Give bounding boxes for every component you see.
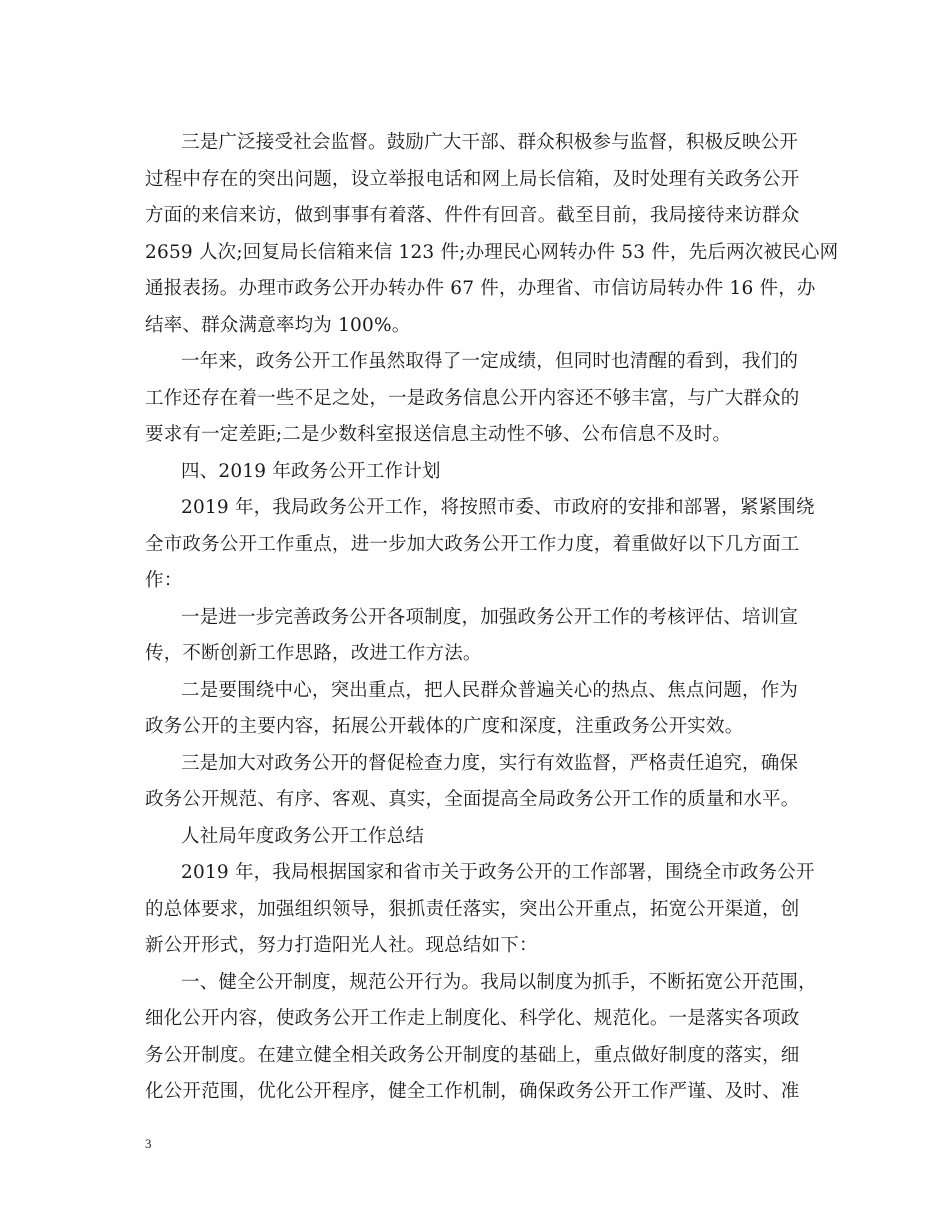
section-heading: 四、2019 年政务公开工作计划	[181, 460, 441, 482]
paragraph-line: 的总体要求，加强组织领导，狠抓责任落实，突出公开重点，拓宽公开渠道，创	[145, 898, 800, 920]
paragraph-line: 结率、群众满意率均为 100%。	[145, 314, 411, 336]
paragraph-line: 三是加大对政务公开的督促检查力度，实行有效监督，严格责任追究，确保	[181, 752, 799, 774]
paragraph-line: 工作还存在着一些不足之处，一是政务信息公开内容还不够丰富，与广大群众的	[145, 387, 800, 409]
paragraph-line: 务公开制度。在建立健全相关政务公开制度的基础上，重点做好制度的落实，细	[145, 1044, 800, 1066]
paragraph-line: 全市政务公开工作重点，进一步加大政务公开工作力度，着重做好以下几方面工	[145, 533, 800, 555]
paragraph-line: 过程中存在的突出问题，设立举报电话和网上局长信箱，及时处理有关政务公开	[145, 168, 800, 190]
paragraph-line: 2019 年，我局政务公开工作，将按照市委、市政府的安排和部署，紧紧围绕	[181, 497, 815, 518]
paragraph-line: 传，不断创新工作思路，改进工作方法。	[145, 643, 482, 664]
paragraph-line: 新公开形式，努力打造阳光人社。现总结如下：	[145, 935, 538, 956]
paragraph-line: 2019 年，我局根据国家和省市关于政务公开的工作部署，围绕全市政务公开	[181, 862, 815, 883]
paragraph-line: 三是广泛接受社会监督。鼓励广大干部、群众积极参与监督，积极反映公开	[181, 132, 799, 153]
page-number: 3	[145, 1136, 152, 1151]
paragraph-line: 2659 人次;回复局长信箱来信 123 件;办理民心网转办件 53 件，先后两次被民心网	[145, 241, 839, 263]
paragraph-line: 一、健全公开制度，规范公开行为。我局以制度为抓手，不断拓宽公开范围，	[181, 971, 817, 993]
paragraph-line: 作：	[145, 570, 183, 591]
paragraph-line: 一年来，政务公开工作虽然取得了一定成绩，但同时也清醒的看到，我们的	[181, 351, 799, 372]
paragraph-line: 细化公开内容，使政务公开工作走上制度化、科学化、规范化。一是落实各项政	[145, 1008, 800, 1029]
paragraph-line: 政务公开的主要内容，拓展公开载体的广度和深度，注重政务公开实效。	[145, 716, 744, 737]
paragraph-line: 一是进一步完善政务公开各项制度，加强政务公开工作的考核评估、培训宣	[181, 606, 799, 628]
paragraph-line: 二是要围绕中心，突出重点，把人民群众普遍关心的热点、焦点问题，作为	[181, 679, 799, 701]
paragraph-line: 通报表扬。办理市政务公开办转办件 67 件，办理省、市信访局转办件 16 件，办	[145, 278, 816, 299]
paragraph-line: 化公开范围，优化公开程序，健全工作机制，确保政务公开工作严谨、及时、准	[145, 1081, 800, 1102]
document-title: 人社局年度政务公开工作总结	[181, 825, 425, 847]
paragraph-line: 要求有一定差距;二是少数科室报送信息主动性不够、公布信息不及时。	[145, 424, 732, 445]
document-body	[145, 125, 839, 1111]
paragraph-line: 方面的来信来访，做到事事有着落、件件有回音。截至目前，我局接待来访群众	[145, 205, 800, 226]
paragraph-line: 政务公开规范、有序、客观、真实，全面提高全局政务公开工作的质量和水平。	[145, 789, 800, 810]
